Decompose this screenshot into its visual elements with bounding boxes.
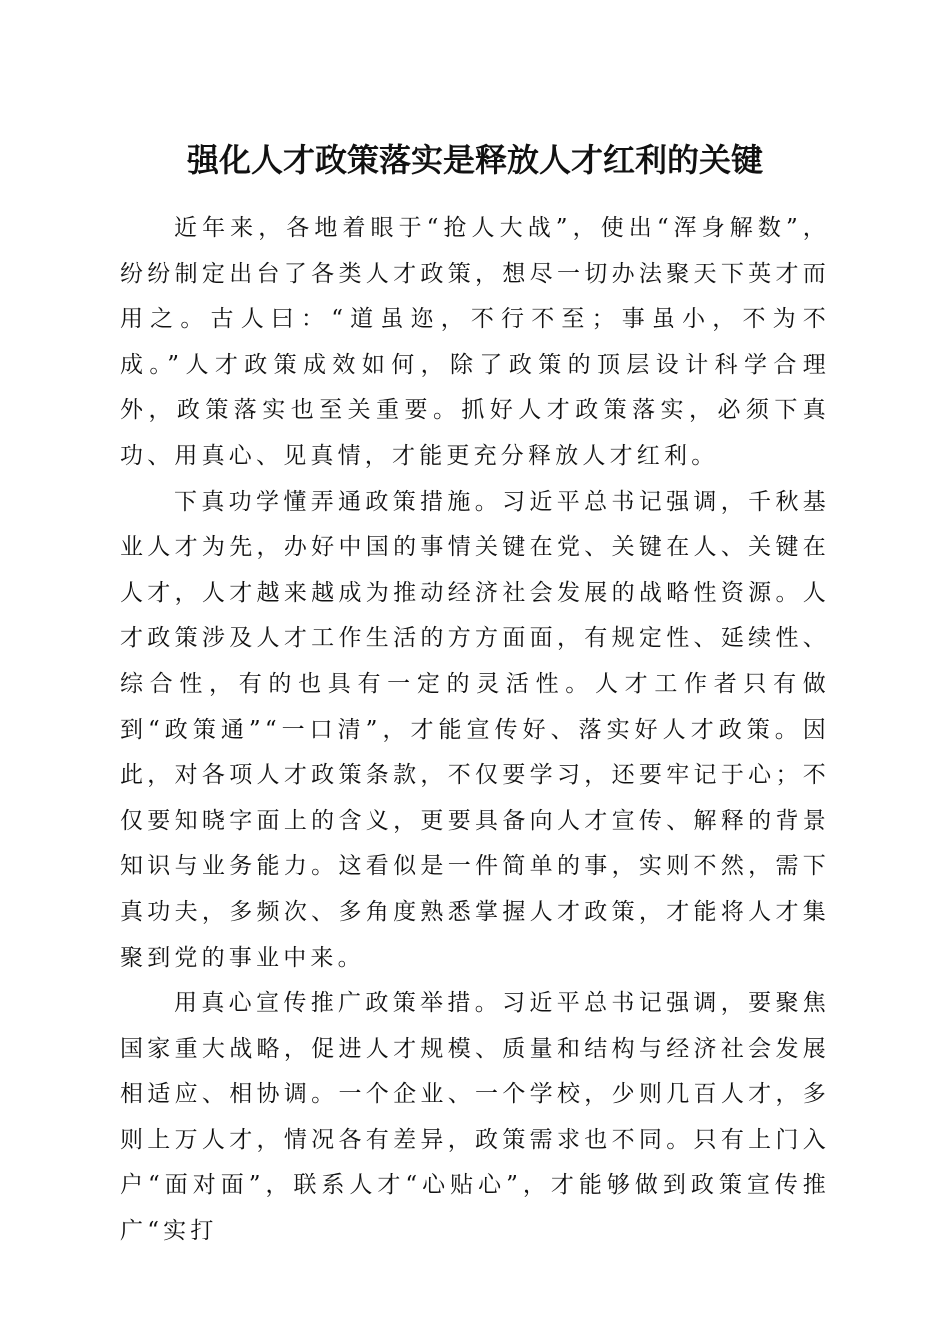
document-body <box>120 206 830 1255</box>
paragraph-promote-policy: 用真心宣传推广政策举措。习近平总书记强调，要聚焦国家重大战略，促进人才规模、质量和结构与经济社会发展相适应、相协调。一个企业、一个学校，少则几百人才，多则上万人才，情况各有差异，政策需求也不同。只有上门入户“面对面”，联系人才“心贴心”，才能够做到政策宣传推广“实打 <box>120 990 830 1245</box>
paragraph-intro: 近年来，各地着眼于“抢人大战”，使出“浑身解数”，纷纷制定出台了各类人才政策，想尽一切办法聚天下英才而用之。古人曰：“道虽迩，不行不至；事虽小，不为不成。”人才政策成效如何，除了政策的顶层设计科学合理外，政策落实也至关重要。抓好人才政策落实，必须下真功、用真心、见真情，才能更充分释放人才红利。 <box>120 215 830 469</box>
paragraph-study-policy: 下真功学懂弄通政策措施。习近平总书记强调，千秋基业人才为先，办好中国的事情关键在党、关键在人、关键在人才，人才越来越成为推动经济社会发展的战略性资源。人才政策涉及人才工作生活的方方面面，有规定性、延续性、综合性，有的也具有一定的灵活性。人才工作者只有做到“政策通”“一口清”，才能宣传好、落实好人才政策。因此，对各项人才政策条款，不仅要学习，还要牢记于心；不仅要知晓字面上的含义，更要具备向人才宣传、解释的背景知识与业务能力。这看似是一件简单的事，实则不然，需下真功夫，多频次、多角度熟悉掌握人才政策，才能将人才集聚到党的事业中来。 <box>120 488 830 971</box>
document-title: 强化人才政策落实是释放人才红利的关键 <box>186 141 763 179</box>
